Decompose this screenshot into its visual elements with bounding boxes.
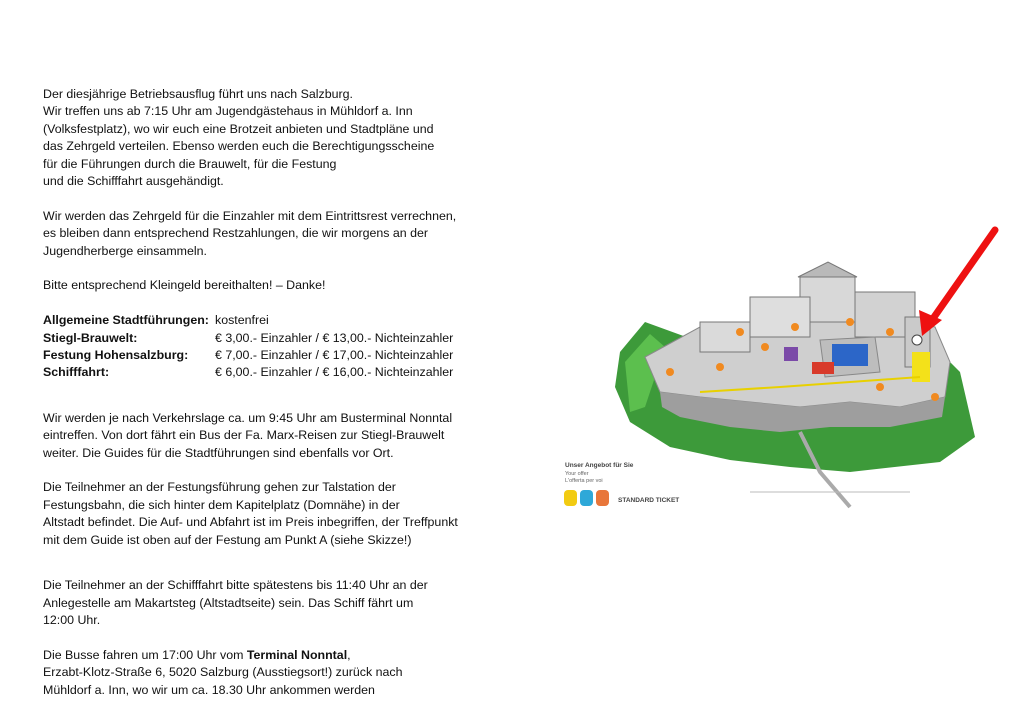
schiff-line: Die Teilnehmer an der Schifffahrt bitte spätestens bis 11:40 Uhr an der [43, 578, 428, 593]
zehrgeld-line: Jugendherberge einsammeln. [43, 243, 207, 258]
zehrgeld-line: Wir werden das Zehrgeld für die Einzahler mit dem Eintrittsrest verrechnen, [43, 208, 457, 223]
poi-marker [666, 368, 674, 376]
intro-line: für die Führungen durch die Brauwelt, für die Festung [43, 156, 337, 171]
return-line [43, 647, 463, 664]
zehrgeld-line: es bleiben dann entsprechend Restzahlungen, die wir morgens an der [43, 226, 429, 241]
poi-marker [876, 383, 884, 391]
poi-marker [886, 328, 894, 336]
schiff-paragraph [43, 577, 463, 629]
fee-row [43, 330, 453, 347]
festung-line: mit dem Guide ist oben auf der Festung am Punkt A (siehe Skizze!) [43, 532, 412, 547]
poi-marker [736, 328, 744, 336]
fee-row [43, 347, 453, 364]
red-arrow-shaft [932, 230, 995, 320]
purple-zone [784, 347, 798, 361]
return-text: Die Busse fahren um 17:00 Uhr vom [43, 647, 247, 662]
poi-marker [791, 323, 799, 331]
fee-value: € 6,00.- Einzahler / € 16,00.- Nichteinzahler [215, 365, 454, 380]
arrival-line: Wir werden je nach Verkehrslage ca. um 9:45 Uhr am Busterminal Nonntal [43, 410, 453, 425]
arrival-paragraph [43, 410, 463, 462]
arrival-line: weiter. Die Guides für die Stadtführungen sind ebenfalls vor Ort. [43, 445, 394, 460]
keep-roof [798, 262, 857, 277]
return-line: Erzabt-Klotz-Straße 6, 5020 Salzburg (Ausstiegsort!) zurück nach [43, 665, 403, 680]
poi-marker [846, 318, 854, 326]
fortress-map [550, 222, 1010, 522]
schiff-line: Anlegestelle am Makartsteg (Altstadtseite) sein. Das Schiff fährt um [43, 595, 414, 610]
fee-label: Stiegl-Brauwelt: [43, 330, 138, 345]
intro-line: Der diesjährige Betriebsausflug führt uns nach Salzburg. [43, 87, 353, 101]
fee-value: € 3,00.- Einzahler / € 13,00.- Nichteinzahler [215, 330, 454, 345]
main-building [750, 297, 810, 337]
schiff-line: 12:00 Uhr. [43, 612, 101, 627]
intro-line: und die Schifffahrt ausgehändigt. [43, 174, 224, 189]
zehrgeld-paragraph [43, 208, 463, 260]
festung-line: Die Teilnehmer an der Festungsführung gehen zur Talstation der [43, 480, 396, 495]
intro-paragraph [43, 86, 463, 190]
ticket-label: STANDARD TICKET [618, 497, 680, 504]
return-paragraph [43, 647, 463, 699]
fee-row [43, 364, 453, 381]
blue-zone [832, 344, 868, 366]
festung-line: Festungsbahn, die sich hinter dem Kapitelplatz (Domnähe) in der [43, 497, 400, 512]
terminal-name: Terminal Nonntal [246, 647, 348, 662]
arrival-line: eintreffen. Von dort fährt ein Bus der Fa. Marx-Reisen zur Stiegl-Brauwelt [43, 428, 445, 443]
legend-sub1: Your offer [565, 471, 589, 477]
return-line: Mühldorf a. Inn, wo wir um ca. 18.30 Uhr ankommen werden [43, 682, 375, 697]
fees-table [43, 312, 453, 382]
intro-line: das Zehrgeld verteilen. Ebenso werden euch die Berechtigungsscheine [43, 139, 435, 154]
festung-line: Altstadt befindet. Die Auf- und Abfahrt ist im Preis inbegriffen, der Treffpunkt [43, 515, 458, 530]
legend-title: Unser Angebot für Sie [565, 462, 634, 469]
fee-label: Festung Hohensalzburg: [43, 348, 189, 363]
festung-paragraph [43, 479, 463, 549]
poi-marker [716, 363, 724, 371]
ticket-pins-icon [564, 490, 609, 506]
intro-line: (Volksfestplatz), wo wir euch eine Brotzeit anbieten und Stadtpläne und [43, 121, 434, 136]
point-a-pin [912, 335, 922, 345]
return-text: , [347, 647, 351, 662]
fee-label: Schifffahrt: [43, 365, 110, 380]
fee-row [43, 312, 453, 329]
west-building [700, 322, 750, 352]
intro-line: Wir treffen uns ab 7:15 Uhr am Jugendgästehaus in Mühldorf a. Inn [43, 104, 413, 119]
poi-marker [761, 343, 769, 351]
poi-marker [931, 393, 939, 401]
fee-value: € 7,00.- Einzahler / € 17,00.- Nichteinzahler [215, 348, 454, 363]
legend-sub2: L'offerta per voi [565, 478, 603, 484]
kleingeld-note: Bitte entsprechend Kleingeld bereithalten! – Danke! [43, 278, 326, 293]
fee-value: kostenfrei [215, 313, 269, 328]
red-zone [812, 362, 834, 374]
fee-label: Allgemeine Stadtführungen: [43, 313, 209, 328]
letter-text [43, 86, 463, 699]
